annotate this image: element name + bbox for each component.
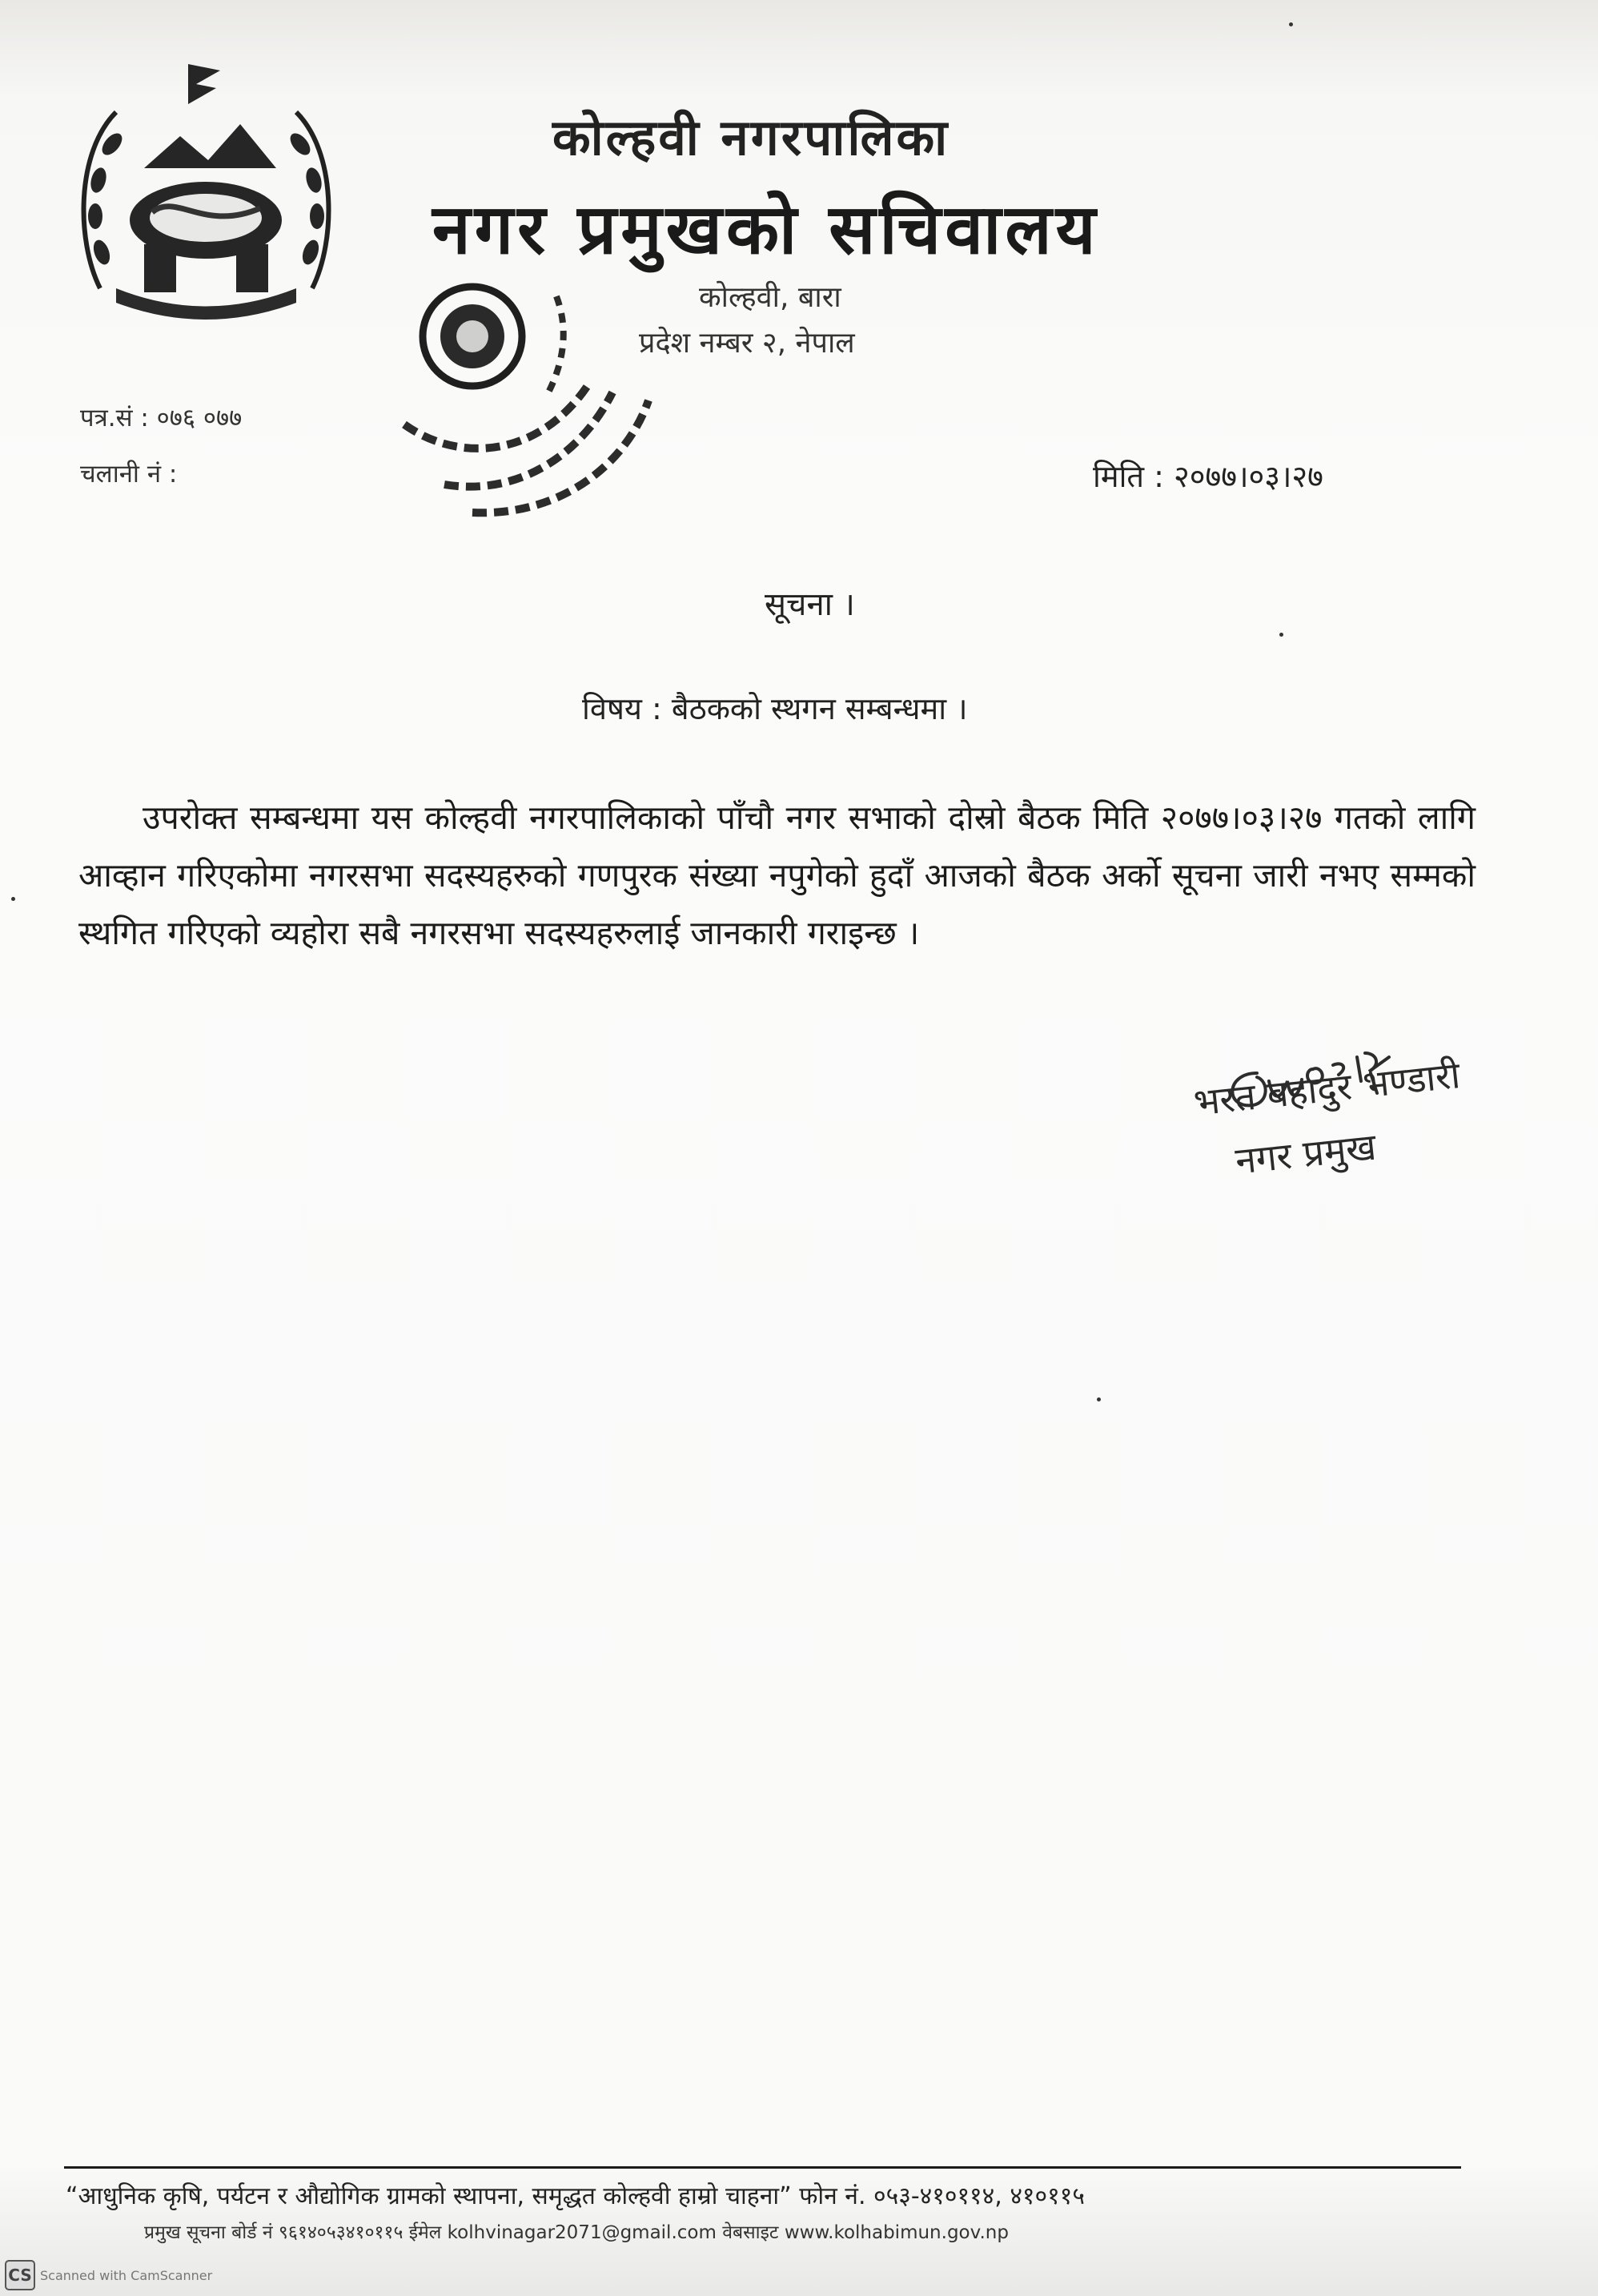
reference-number: पत्र.सं : ०७६ ०७७	[80, 404, 243, 432]
scanner-watermark	[5, 2260, 212, 2290]
scan-speck	[11, 897, 15, 901]
scan-speck	[1097, 1397, 1101, 1401]
government-emblem-icon	[68, 48, 344, 324]
scan-speck	[1279, 633, 1283, 637]
dispatch-number: चलानी नं :	[80, 460, 178, 489]
signatory-name: भरत बहादुर भण्डारी	[1191, 1053, 1463, 1124]
footer-slogan-phone: “आधुनिक कृषि, पर्यटन र औद्योगिक ग्रामको स्थापना, समृद्धत कोल्हवी हाम्रो चाहना” फोन नं. ०५३-४१०११४, ४१०११५	[66, 2182, 1085, 2210]
camscanner-logo-icon: CS	[5, 2260, 35, 2290]
letter-date: मिति : २०७७।०३।२७	[1093, 459, 1323, 494]
scan-speck	[1289, 22, 1293, 26]
address-line-2: प्रदेश नम्बर २, नेपाल	[639, 327, 855, 360]
office-stamp-icon	[396, 272, 669, 521]
municipality-name: कोल्हवी नगरपालिका	[552, 108, 950, 167]
notice-heading: सूचना ।	[765, 586, 855, 623]
footer-divider	[64, 2166, 1461, 2169]
office-name: नगर प्रमुखको सचिवालय	[432, 190, 1100, 270]
footer-contact: प्रमुख सूचना बोर्ड नं ९६१४०५३४१०११५ ईमेल kolhvinagar2071@gmail.com वेबसाइट www.kolhabimun.gov.np	[144, 2222, 1009, 2243]
signatory-title: नगर प्रमुख	[1233, 1124, 1379, 1183]
address-line-1: कोल्हवी, बारा	[699, 281, 841, 314]
scanner-text: Scanned with CamScanner	[40, 2267, 213, 2283]
notice-body: उपरोक्त सम्बन्धमा यस कोल्हवी नगरपालिकाको पाँचौ नगर सभाको दोस्रो बैठक मिति २०७७।०३।२७ गतको लागि आव्हान गरिएकोमा नगरसभा सदस्यहरुको गणपुरक संख्या नपुगेको हुदाँ आजको बैठक अर्को सूचना जारी नभए सम्मको स्थगित गरिएको व्यहोरा सबै नगरसभा सदस्यहरुलाई जानकारी गराइन्छ ।	[78, 798, 1476, 952]
notice-subject: विषय : बैठकको स्थगन सम्बन्धमा ।	[582, 691, 968, 726]
